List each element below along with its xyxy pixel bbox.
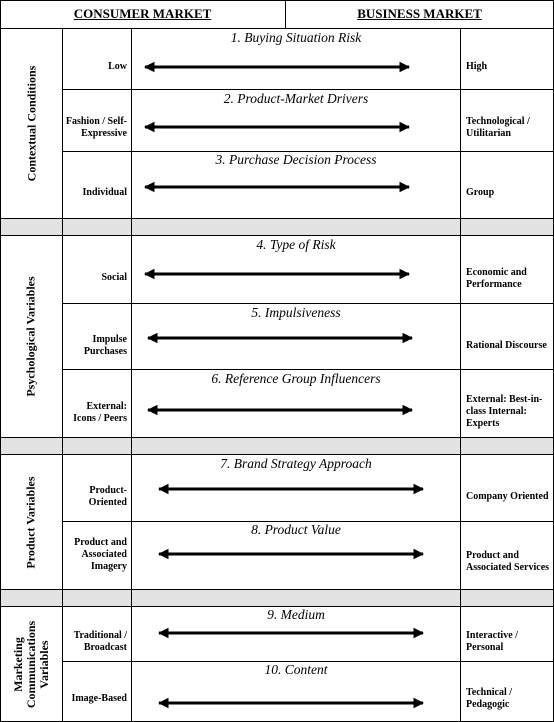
consumer-pole-label: Impulse Purchases [83,334,127,357]
consumer-pole-label: Image-Based [71,693,127,704]
row-title: 3. Purchase Decision Process [215,152,377,167]
section-label-contextual: Contextual Conditions [24,65,38,182]
section-label-psychological: Psychological Variables [24,276,38,397]
row-title: 10. Content [264,662,328,677]
business-market-label: BUSINESS MARKET [357,6,482,21]
row-title: 4. Type of Risk [256,237,336,252]
business-pole-label: Product and Associated Services [466,550,550,573]
row-title: 8. Product Value [251,522,341,537]
business-pole-label: Technological / Utilitarian [466,116,530,139]
business-pole-label: Economic and Performance [466,267,527,290]
business-pole-label: Interactive / Personal [466,630,518,653]
row-title: 2. Product-Market Drivers [223,91,369,106]
business-pole-label: Rational Discourse [466,340,547,351]
consumer-pole-label: Fashion / Self-Expressive [65,116,127,139]
consumer-pole-label: External: Icons / Peers [73,401,127,424]
row-title: 1. Buying Situation Risk [230,30,362,45]
business-pole-label: Group [466,187,495,198]
section-label-marketing-communications: Marketing Communications Variables [11,620,51,708]
consumer-pole-label: Traditional / Broadcast [73,630,127,653]
business-pole-label: Company Oriented [466,491,549,502]
consumer-pole-label: Individual [82,187,127,198]
consumer-pole-label: Low [108,61,127,72]
row-title: 6. Reference Group Influencers [211,371,381,386]
consumer-pole-label: Product-Oriented [88,485,127,508]
row-title: 5. Impulsiveness [251,305,341,320]
row-title: 9. Medium [267,607,325,622]
business-pole-label: Technical / Pedagogic [466,687,513,710]
section-label-product: Product Variables [24,475,38,569]
consumer-pole-label: Social [101,272,127,283]
consumer-market-label: CONSUMER MARKET [73,6,212,21]
business-pole-label: High [466,61,488,72]
business-pole-label: External: Best-in-class Internal: Experts [466,394,543,429]
row-title: 7. Brand Strategy Approach [220,456,372,471]
consumer-pole-label: Product and Associated Imagery [74,537,127,572]
